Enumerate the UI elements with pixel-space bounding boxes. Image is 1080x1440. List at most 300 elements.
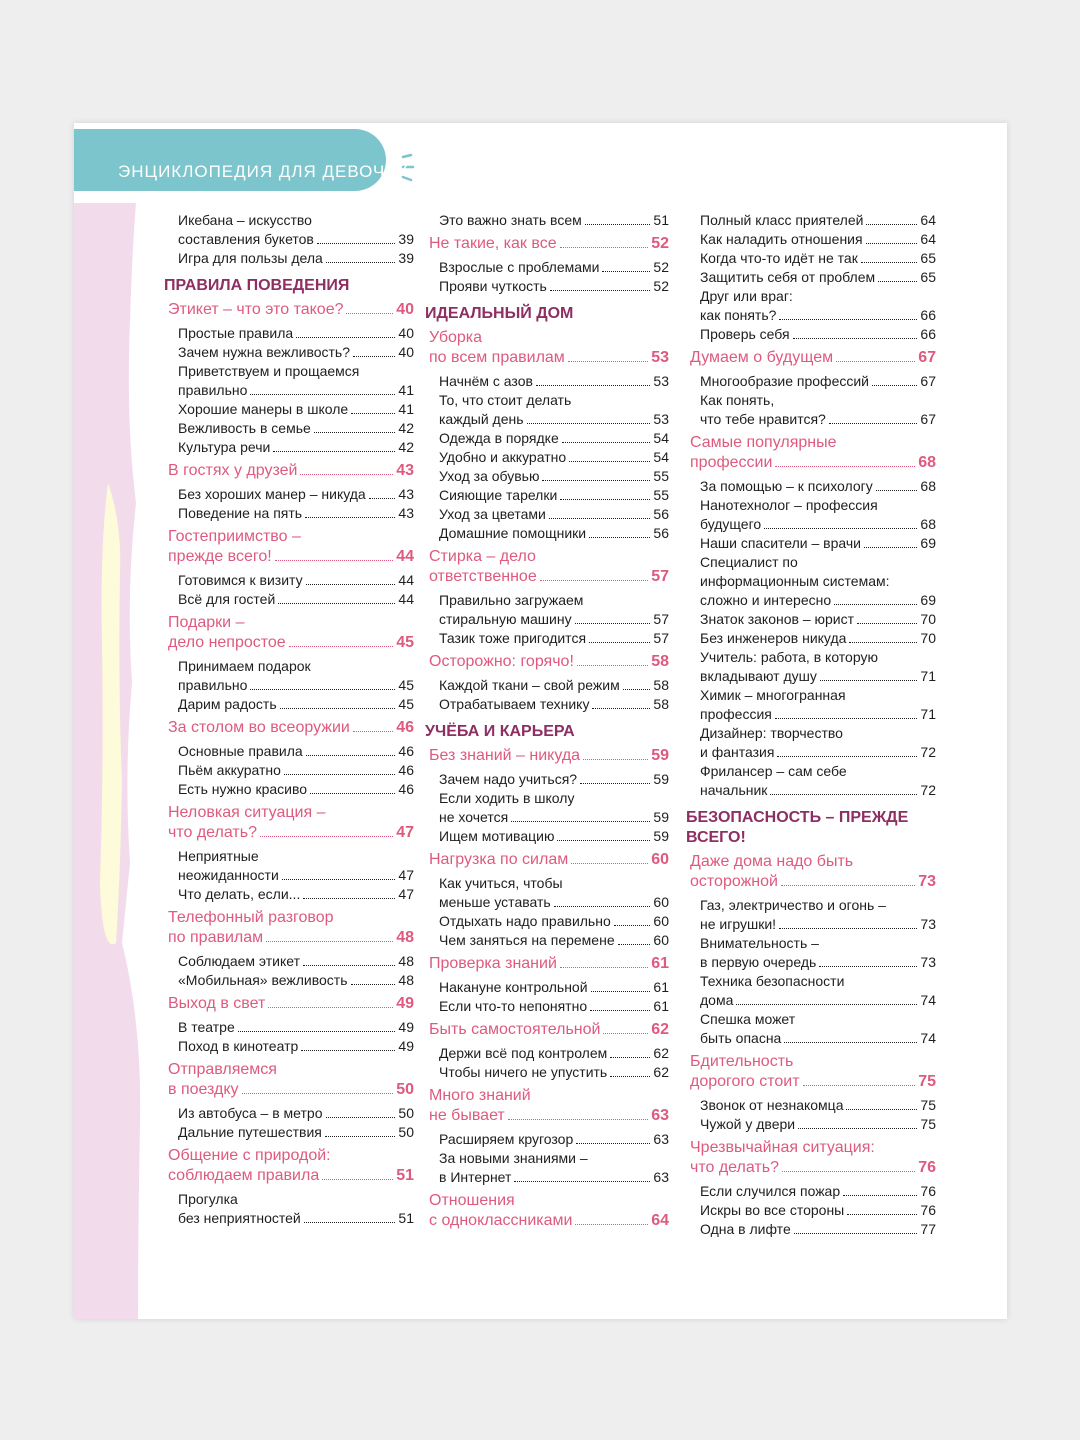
- toc-entry-title-line: информационным системам:: [700, 573, 890, 589]
- toc-entry-title-line: по всем правилам: [429, 349, 565, 366]
- page-number: 62: [653, 1064, 669, 1080]
- toc-entry[interactable]: [439, 372, 669, 391]
- toc-subsection[interactable]: [429, 1020, 669, 1040]
- header-title: ЭНЦИКЛОПЕДИЯ ДЛЯ ДЕВОЧЕК: [118, 162, 409, 181]
- toc-entry-title-line: Самые популярные: [690, 434, 837, 451]
- toc-entry[interactable]: [700, 896, 936, 934]
- toc-entry-title-line: Чужой у двери: [700, 1116, 796, 1132]
- toc-entry-title-line: То, что стоит делать: [439, 392, 572, 408]
- toc-subsection[interactable]: [690, 1052, 936, 1092]
- toc-subsection[interactable]: [429, 746, 669, 766]
- toc-entry-title-line: ИДЕАЛЬНЫЙ ДОМ: [425, 305, 574, 322]
- page-number: 66: [920, 326, 936, 342]
- toc-entry[interactable]: [700, 496, 936, 534]
- toc-entry[interactable]: [439, 912, 669, 931]
- page-number: 58: [653, 677, 669, 693]
- toc-entry[interactable]: [439, 789, 669, 827]
- toc-entry[interactable]: [700, 1010, 936, 1048]
- toc-entry[interactable]: [700, 211, 936, 230]
- dot-leader: [775, 466, 915, 467]
- toc-entry-title-line: Искры во все стороны: [700, 1202, 845, 1218]
- toc-subsection[interactable]: [168, 994, 414, 1014]
- toc-subsection[interactable]: [168, 527, 414, 567]
- dot-leader: [779, 928, 917, 929]
- page-number: 61: [651, 955, 669, 972]
- toc-entry-title-line: Фрилансер – сам себе: [700, 763, 847, 779]
- toc-entry-title-line: Начнём с азов: [439, 373, 533, 389]
- toc-entry[interactable]: [700, 372, 936, 391]
- page-number: 60: [653, 894, 669, 910]
- toc-entry[interactable]: [178, 324, 414, 343]
- page-number: 60: [653, 932, 669, 948]
- toc-entry[interactable]: [178, 571, 414, 590]
- toc-entry-title-line: в первую очередь: [700, 954, 817, 970]
- dot-leader: [542, 480, 650, 481]
- page-number: 61: [653, 998, 669, 1014]
- toc-subsection[interactable]: [690, 348, 936, 368]
- toc-entry-title-line: Без знаний – никуда: [429, 747, 581, 764]
- dot-leader: [834, 604, 917, 605]
- toc-entry-title-line: Быть самостоятельной: [429, 1021, 601, 1038]
- toc-entry-title-line: дома: [700, 992, 734, 1008]
- page-number: 47: [396, 824, 414, 841]
- page-number: 45: [398, 677, 414, 693]
- dot-leader: [568, 361, 648, 362]
- toc-entry[interactable]: [178, 1037, 414, 1056]
- toc-entry[interactable]: [439, 211, 669, 230]
- toc-entry-title-line: Тазик тоже пригодится: [439, 630, 587, 646]
- page-number: 77: [920, 1221, 936, 1237]
- toc-subsection[interactable]: [429, 954, 669, 974]
- page-number: 55: [653, 468, 669, 484]
- page-number: 53: [653, 411, 669, 427]
- toc-subsection[interactable]: [168, 613, 414, 653]
- toc-entry[interactable]: [178, 504, 414, 523]
- toc-entry-title-line: в поездку: [168, 1081, 239, 1098]
- toc-entry-title-line: Если случился пожар: [700, 1183, 841, 1199]
- toc-entry-title-line: Если ходить в школу: [439, 790, 575, 806]
- toc-entry[interactable]: [700, 724, 936, 762]
- toc-entry-title-line: Знаток законов – юрист: [700, 611, 855, 627]
- toc-entry[interactable]: [178, 780, 414, 799]
- dot-leader: [306, 755, 396, 756]
- page-number: 59: [653, 828, 669, 844]
- dot-leader: [614, 925, 651, 926]
- toc-column-1: [164, 211, 414, 1228]
- toc-subsection[interactable]: [168, 461, 414, 481]
- toc-entry-title-line: Чрезвычайная ситуация:: [690, 1139, 875, 1156]
- toc-entry[interactable]: [439, 591, 669, 629]
- page-number: 44: [396, 548, 414, 565]
- toc-entry[interactable]: [178, 438, 414, 457]
- toc-entry[interactable]: [178, 590, 414, 609]
- toc-entry[interactable]: [178, 885, 414, 904]
- toc-entry[interactable]: [700, 534, 936, 553]
- dot-leader: [610, 1076, 650, 1077]
- toc-entry[interactable]: [439, 277, 669, 296]
- toc-entry-title-line: Без инженеров никуда: [700, 630, 847, 646]
- toc-entry-title-line: Учитель: работа, в которую: [700, 649, 878, 665]
- dot-leader: [250, 394, 395, 395]
- toc-entry[interactable]: [178, 343, 414, 362]
- toc-entry[interactable]: [439, 448, 669, 467]
- page-number: 46: [396, 719, 414, 736]
- dot-leader: [803, 1085, 916, 1086]
- toc-subsection[interactable]: [690, 1138, 936, 1178]
- toc-subsection[interactable]: [168, 718, 414, 738]
- toc-subsection[interactable]: [168, 1146, 414, 1186]
- toc-entry[interactable]: [439, 770, 669, 789]
- toc-entry[interactable]: [439, 524, 669, 543]
- toc-entry-title-line: Отношения: [429, 1192, 515, 1209]
- toc-entry[interactable]: [700, 1096, 936, 1115]
- toc-entry-title-line: Правильно загружаем: [439, 592, 584, 608]
- toc-entry-title-line: будущего: [700, 516, 762, 532]
- toc-entry-title-line: Готовимся к визиту: [178, 572, 303, 588]
- toc-entry[interactable]: [439, 978, 669, 997]
- page-number: 43: [398, 486, 414, 502]
- page-number: 73: [918, 873, 936, 890]
- toc-entry-title-line: соблюдаем правила: [168, 1167, 320, 1184]
- toc-subsection[interactable]: [429, 1191, 669, 1231]
- dot-leader: [610, 1057, 650, 1058]
- toc-entry-title-line: Поведение на пять: [178, 505, 303, 521]
- dot-leader: [268, 1007, 393, 1008]
- toc-entry-title-line: профессия: [700, 706, 772, 722]
- dot-leader: [278, 603, 395, 604]
- toc-entry[interactable]: [700, 934, 936, 972]
- page-number: 73: [920, 954, 936, 970]
- dot-leader: [770, 794, 917, 795]
- page-number: 60: [651, 851, 669, 868]
- dot-leader: [602, 271, 650, 272]
- dot-leader: [589, 537, 650, 538]
- toc-entry-title-line: Поход в кинотеатр: [178, 1038, 299, 1054]
- toc-subsection[interactable]: [429, 328, 669, 368]
- dot-leader: [794, 1233, 918, 1234]
- dot-leader: [592, 708, 650, 709]
- page-number: 43: [398, 505, 414, 521]
- toc-entry-title-line: что делать?: [690, 1159, 779, 1176]
- dot-leader: [242, 1093, 394, 1094]
- page-number: 50: [398, 1105, 414, 1121]
- toc-entry[interactable]: [700, 648, 936, 686]
- toc-entry-title-line: Прогулка: [178, 1191, 238, 1207]
- dot-leader: [576, 1143, 650, 1144]
- toc-entry[interactable]: [439, 874, 669, 912]
- page-number: 62: [651, 1021, 669, 1038]
- toc-entry[interactable]: [439, 695, 669, 714]
- toc-entry[interactable]: [700, 287, 936, 325]
- toc-entry-title-line: Полный класс приятелей: [700, 212, 864, 228]
- toc-entry-title-line: Наши спасители – врачи: [700, 535, 861, 551]
- toc-entry[interactable]: [439, 505, 669, 524]
- toc-entry-title-line: Выход в свет: [168, 995, 266, 1012]
- toc-entry-title-line: Держи всё под контролем: [439, 1045, 608, 1061]
- toc-subsection[interactable]: [168, 300, 414, 320]
- toc-entry-title-line: Много знаний: [429, 1087, 531, 1104]
- toc-entry-title-line: За помощью – к психологу: [700, 478, 873, 494]
- toc-entry-title-line: Звонок от незнакомца: [700, 1097, 844, 1113]
- toc-entry[interactable]: [439, 486, 669, 505]
- page-number: 41: [398, 401, 414, 417]
- dot-leader: [351, 984, 396, 985]
- toc-entry[interactable]: [178, 952, 414, 971]
- toc-entry-title-line: Отрабатываем технику: [439, 696, 590, 712]
- page-number: 59: [651, 747, 669, 764]
- toc-entry-title-line: Отдыхать надо правильно: [439, 913, 611, 929]
- dot-leader: [820, 680, 918, 681]
- toc-entry-title-line: Даже дома надо быть: [690, 853, 854, 870]
- toc-entry-title-line: Если что-то непонятно: [439, 998, 588, 1014]
- dot-leader: [266, 941, 393, 942]
- toc-entry[interactable]: [178, 1104, 414, 1123]
- dot-leader: [238, 1031, 396, 1032]
- toc-entry-title-line: Из автобуса – в метро: [178, 1105, 323, 1121]
- toc-entry[interactable]: [439, 1149, 669, 1187]
- toc-subsection[interactable]: [168, 908, 414, 948]
- dot-leader: [575, 1224, 648, 1225]
- toc-entry[interactable]: [178, 847, 414, 885]
- page-number: 48: [396, 929, 414, 946]
- toc-entry-title-line: ответственное: [429, 568, 537, 585]
- toc-entry[interactable]: [178, 1018, 414, 1037]
- toc-entry[interactable]: [700, 629, 936, 648]
- toc-entry[interactable]: [700, 972, 936, 1010]
- page-number: 72: [920, 744, 936, 760]
- page-number: 40: [398, 344, 414, 360]
- dot-leader: [857, 623, 917, 624]
- toc-entry[interactable]: [700, 249, 936, 268]
- toc-entry[interactable]: [178, 695, 414, 714]
- toc-entry[interactable]: [439, 1044, 669, 1063]
- dot-leader: [847, 1214, 917, 1215]
- dot-leader: [557, 840, 650, 841]
- toc-entry[interactable]: [439, 429, 669, 448]
- dot-leader: [777, 756, 917, 757]
- dot-leader: [511, 821, 650, 822]
- toc-entry[interactable]: [439, 676, 669, 695]
- toc-subsection[interactable]: [429, 652, 669, 672]
- page-number: 54: [653, 449, 669, 465]
- toc-entry[interactable]: [178, 249, 414, 268]
- dot-leader: [580, 783, 650, 784]
- dot-leader: [560, 247, 649, 248]
- page-number: 71: [920, 706, 936, 722]
- page-number: 51: [653, 212, 669, 228]
- page-number: 59: [653, 771, 669, 787]
- toc-entry-title-line: и фантазия: [700, 744, 775, 760]
- toc-entry[interactable]: [439, 258, 669, 277]
- page-number: 52: [653, 259, 669, 275]
- toc-entry-title-line: дело непростое: [168, 634, 286, 651]
- toc-entry[interactable]: [700, 1201, 936, 1220]
- toc-entry[interactable]: [700, 1220, 936, 1239]
- dot-leader: [550, 290, 651, 291]
- page-number: 64: [920, 231, 936, 247]
- toc-entry[interactable]: [178, 761, 414, 780]
- toc-entry-title-line: За столом во всеоружии: [168, 719, 350, 736]
- page-number: 76: [918, 1159, 936, 1176]
- toc-section-heading: [425, 722, 669, 742]
- page-number: 43: [396, 462, 414, 479]
- toc-entry[interactable]: [439, 827, 669, 846]
- toc-entry[interactable]: [439, 931, 669, 950]
- toc-entry-title-line: Одна в лифте: [700, 1221, 791, 1237]
- toc-entry-title-line: Икебана – искусство: [178, 212, 312, 228]
- dot-leader: [560, 499, 650, 500]
- toc-subsection[interactable]: [168, 1060, 414, 1100]
- toc-entry-title-line: Газ, электричество и огонь –: [700, 897, 886, 913]
- dot-leader: [577, 665, 648, 666]
- toc-entry-title-line: стиральную машину: [439, 611, 572, 627]
- dot-leader: [314, 432, 396, 433]
- page-number: 68: [918, 454, 936, 471]
- toc-section-heading: [425, 304, 669, 324]
- toc-section-heading: [164, 276, 414, 296]
- toc-entry-title-line: профессии: [690, 454, 773, 471]
- toc-entry[interactable]: [178, 485, 414, 504]
- page-number: 67: [918, 349, 936, 366]
- toc-subsection[interactable]: [690, 433, 936, 473]
- page-number: 40: [398, 325, 414, 341]
- page-number: 57: [653, 611, 669, 627]
- toc-entry-title-line: в Интернет: [439, 1169, 512, 1185]
- page-number: 49: [398, 1019, 414, 1035]
- toc-entry-title-line: Накануне контрольной: [439, 979, 588, 995]
- dot-leader: [876, 490, 918, 491]
- toc-entry[interactable]: [700, 762, 936, 800]
- page-number: 55: [653, 487, 669, 503]
- toc-entry[interactable]: [439, 997, 669, 1016]
- toc-entry[interactable]: [700, 1115, 936, 1134]
- toc-subsection[interactable]: [690, 852, 936, 892]
- page-number: 68: [920, 478, 936, 494]
- dot-leader: [549, 518, 651, 519]
- toc-entry[interactable]: [178, 971, 414, 990]
- page-number: 64: [651, 1212, 669, 1229]
- toc-entry-title-line: Чтобы ничего не упустить: [439, 1064, 608, 1080]
- dot-leader: [861, 262, 918, 263]
- toc-entry-title-line: Приветствуем и прощаемся: [178, 363, 360, 379]
- toc-entry[interactable]: [700, 686, 936, 724]
- toc-entry[interactable]: [700, 610, 936, 629]
- dot-leader: [782, 1171, 915, 1172]
- page-number: 75: [920, 1116, 936, 1132]
- page-number: 41: [398, 382, 414, 398]
- toc-entry-title-line: дорогого стоит: [690, 1073, 800, 1090]
- dot-leader: [300, 474, 393, 475]
- page-number: 48: [398, 953, 414, 969]
- page-number: 52: [651, 235, 669, 252]
- page-number: 57: [651, 568, 669, 585]
- page-number: 63: [651, 1107, 669, 1124]
- toc-entry[interactable]: [700, 268, 936, 287]
- toc-entry[interactable]: [700, 477, 936, 496]
- toc-entry-title-line: Стирка – дело: [429, 548, 536, 565]
- dot-leader: [575, 623, 651, 624]
- toc-entry[interactable]: [178, 211, 414, 249]
- dot-leader: [325, 1136, 396, 1137]
- toc-entry-title-line: что тебе нравится?: [700, 411, 826, 427]
- toc-entry-title-line: Зачем нужна вежливость?: [178, 344, 351, 360]
- toc-entry[interactable]: [439, 1130, 669, 1149]
- toc-entry[interactable]: [439, 467, 669, 486]
- toc-subsection[interactable]: [429, 1086, 669, 1126]
- toc-entry-title-line: Чем заняться на перемене: [439, 932, 615, 948]
- toc-entry-title-line: ВСЕГО!: [686, 829, 746, 846]
- toc-entry[interactable]: [178, 362, 414, 400]
- toc-entry-title-line: не бывает: [429, 1107, 505, 1124]
- page-number: 71: [920, 668, 936, 684]
- toc-subsection[interactable]: [429, 547, 669, 587]
- toc-entry[interactable]: [439, 1063, 669, 1082]
- page-number: 63: [653, 1131, 669, 1147]
- toc-entry-title-line: что делать?: [168, 824, 257, 841]
- toc-entry[interactable]: [178, 742, 414, 761]
- dot-leader: [540, 580, 648, 581]
- toc-entry-title-line: Бдительность: [690, 1053, 794, 1070]
- toc-entry[interactable]: [700, 1182, 936, 1201]
- dot-leader: [353, 356, 395, 357]
- toc-entry[interactable]: [700, 391, 936, 429]
- toc-entry-title-line: Друг или враг:: [700, 288, 793, 304]
- toc-subsection[interactable]: [168, 803, 414, 843]
- dot-leader: [798, 1128, 917, 1129]
- toc-entry[interactable]: [700, 230, 936, 249]
- toc-subsection[interactable]: [429, 850, 669, 870]
- toc-entry[interactable]: [178, 1123, 414, 1142]
- page-number: 75: [920, 1097, 936, 1113]
- toc-entry[interactable]: [700, 553, 936, 610]
- page-number: 57: [653, 630, 669, 646]
- toc-entry-title-line: Спешка может: [700, 1011, 796, 1027]
- page-number: 46: [398, 743, 414, 759]
- toc-entry[interactable]: [439, 391, 669, 429]
- toc-entry-title-line: Неприятные: [178, 848, 259, 864]
- toc-entry-title-line: Многообразие профессий: [700, 373, 869, 389]
- dot-leader: [583, 759, 648, 760]
- toc-entry[interactable]: [178, 400, 414, 419]
- page-number: 49: [396, 995, 414, 1012]
- toc-entry[interactable]: [439, 629, 669, 648]
- toc-entry-title-line: сложно и интересно: [700, 592, 832, 608]
- toc-entry[interactable]: [178, 657, 414, 695]
- toc-subsection[interactable]: [429, 234, 669, 254]
- toc-entry-title-line: Как учиться, чтобы: [439, 875, 563, 891]
- page-number: 70: [920, 630, 936, 646]
- toc-entry-title-line: Защитить себя от проблем: [700, 269, 876, 285]
- toc-entry-title-line: Что делать, если...: [178, 886, 301, 902]
- page-number: 45: [398, 696, 414, 712]
- toc-entry[interactable]: [700, 325, 936, 344]
- dot-leader: [571, 863, 648, 864]
- toc-entry[interactable]: [178, 1190, 414, 1228]
- toc-entry-title-line: Дизайнер: творчество: [700, 725, 843, 741]
- toc-entry-title-line: не игрушки!: [700, 916, 777, 932]
- page-number: 69: [920, 535, 936, 551]
- page-number: 61: [653, 979, 669, 995]
- toc-entry[interactable]: [178, 419, 414, 438]
- toc-entry-title-line: Зачем надо учиться?: [439, 771, 578, 787]
- toc-entry-title-line: Неловкая ситуация –: [168, 804, 326, 821]
- toc-entry-title-line: «Мобильная» вежливость: [178, 972, 348, 988]
- dot-leader: [569, 461, 650, 462]
- page-number: 67: [920, 373, 936, 389]
- toc-entry-title-line: Удобно и аккуратно: [439, 449, 567, 465]
- toc-entry-title-line: не хочется: [439, 809, 509, 825]
- page-number: 42: [398, 439, 414, 455]
